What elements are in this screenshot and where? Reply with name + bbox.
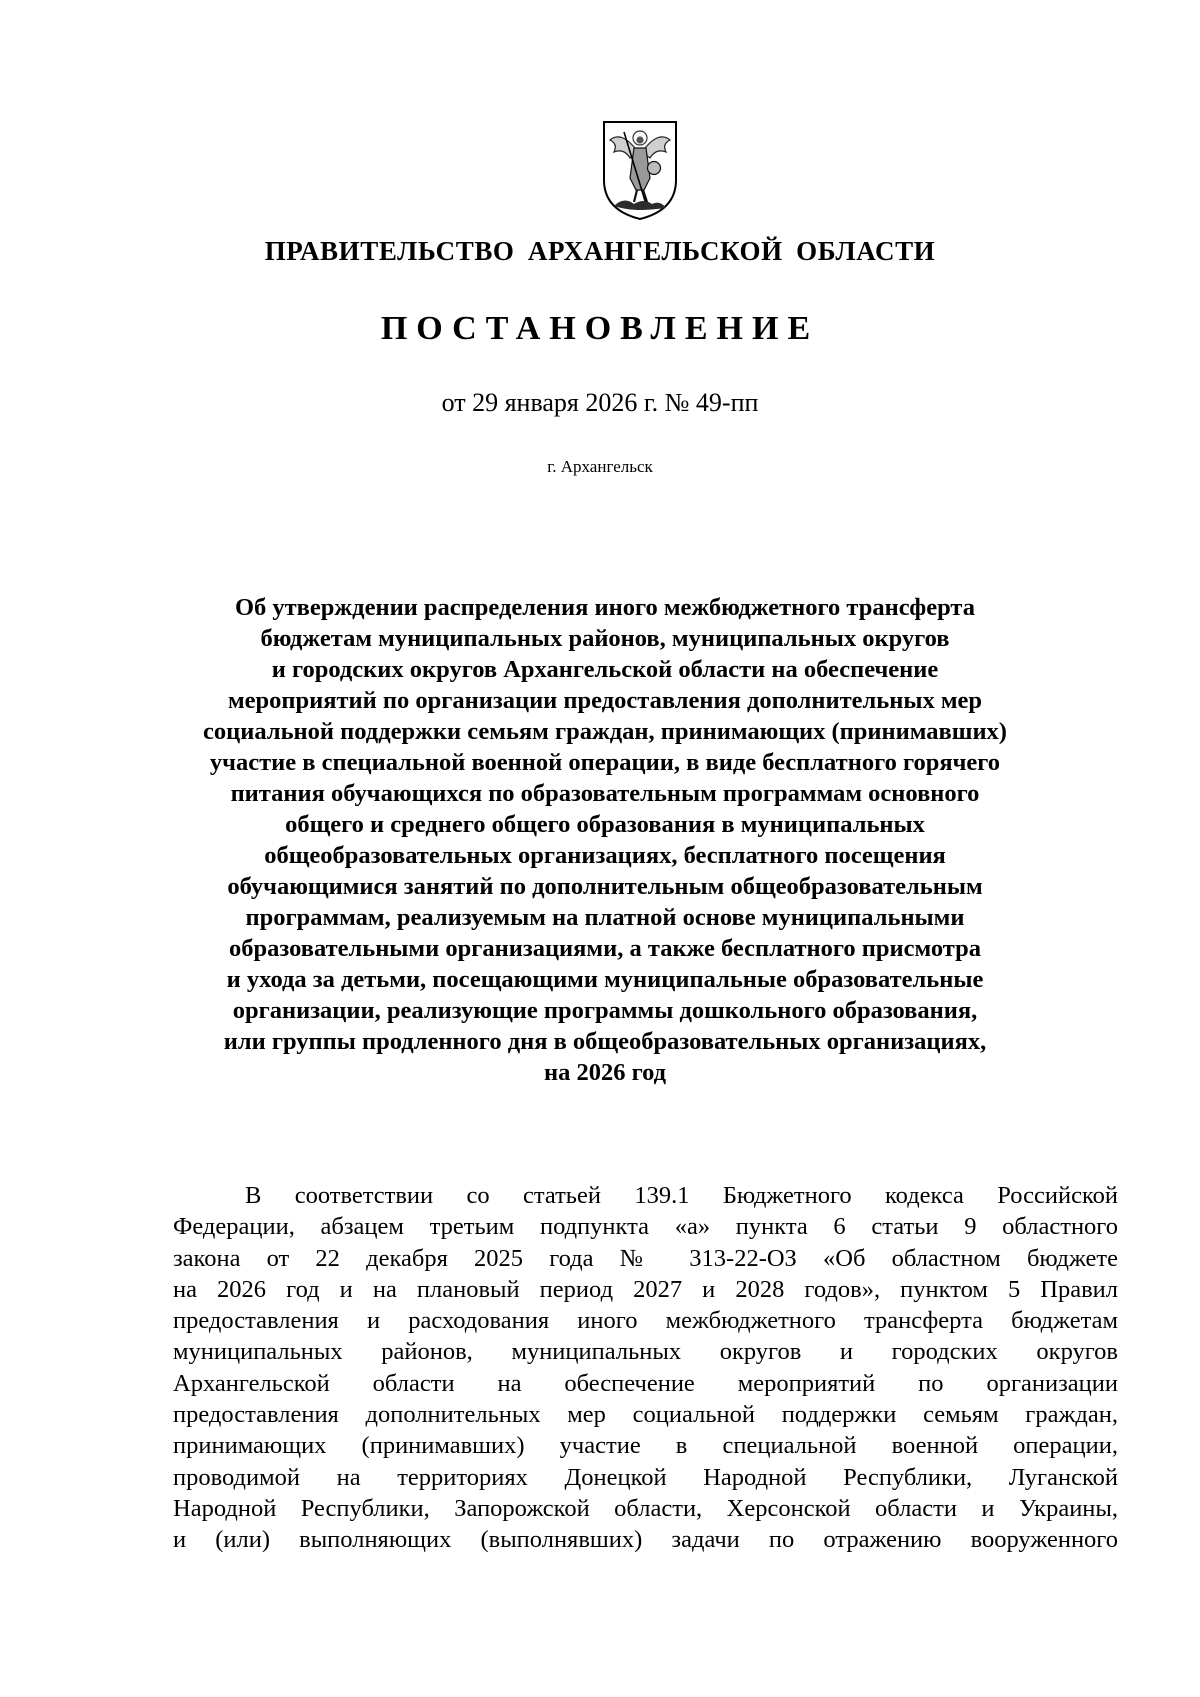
title-line: и городских округов Архангельской области на обеспечение: [271, 656, 939, 683]
body-line: принимающих (принимавших) участие в специальной военной операции,: [173, 1432, 1118, 1460]
title-line: организации, реализующие программы дошкольного образования,: [232, 997, 978, 1024]
document-body: [173, 1180, 1118, 1556]
title-line: социальной поддержки семьям граждан, принимающих (принимавших): [203, 718, 1007, 745]
title-line: образовательными организациями, а также бесплатного присмотра: [229, 935, 981, 962]
title-line: или группы продленного дня в общеобразовательных организациях,: [223, 1028, 987, 1055]
title-line: питания обучающихся по образовательным программам основного: [230, 780, 980, 807]
title-line: общеобразовательных организациях, бесплатного посещения: [264, 842, 946, 869]
body-line: Народной Республики, Запорожской области, Херсонской области и Украины,: [173, 1494, 1118, 1522]
body-line: Архангельской области на обеспечение мероприятий по организации: [173, 1369, 1118, 1397]
arkhangelsk-coat-of-arms-icon: [600, 118, 680, 222]
document-city: г. Архангельск: [547, 457, 653, 476]
body-line: В соответствии со статьей 139.1 Бюджетного кодекса Российской: [245, 1182, 1118, 1209]
title-line: бюджетам муниципальных районов, муниципальных округов: [260, 625, 950, 652]
title-line: мероприятий по организации предоставления дополнительных мер: [227, 687, 983, 714]
document-date-number: от 29 января 2026 г. № 49-пп: [441, 388, 759, 417]
body-line: Федерации, абзацем третьим подпункта «а» пункта 6 статьи 9 областного: [173, 1213, 1118, 1241]
document-type: ПОСТАНОВЛЕНИЕ: [380, 310, 820, 347]
title-line: участие в специальной военной операции, в виде бесплатного горячего: [209, 749, 1001, 776]
body-line: на 2026 год и на плановый период 2027 и 2028 годов», пунктом 5 Правил: [173, 1275, 1118, 1303]
document-title: [175, 592, 1035, 1088]
body-line: муниципальных районов, муниципальных округов и городских округов: [173, 1338, 1118, 1366]
body-line: и (или) выполняющих (выполнявших) задачи по отражению вооруженного: [173, 1526, 1118, 1554]
title-line: и ухода за детьми, посещающими муниципальные образовательные: [226, 966, 984, 993]
title-line: обучающимися занятий по дополнительным общеобразовательным: [227, 873, 983, 900]
body-line: предоставления и расходования иного межбюджетного трансферта бюджетам: [173, 1307, 1118, 1335]
title-line: программам, реализуемым на платной основе муниципальными: [245, 904, 965, 931]
title-line: Об утверждении распределения иного межбюджетного трансферта: [234, 594, 976, 621]
organization-name: ПРАВИТЕЛЬСТВО АРХАНГЕЛЬСКОЙ ОБЛАСТИ: [264, 236, 936, 266]
body-line: закона от 22 декабря 2025 года № 313-22-ОЗ «Об областном бюджете: [173, 1244, 1118, 1272]
title-line: на 2026 год: [543, 1059, 667, 1086]
body-line: предоставления дополнительных мер социальной поддержки семьям граждан,: [173, 1401, 1118, 1429]
body-line: проводимой на территориях Донецкой Народной Республики, Луганской: [173, 1463, 1118, 1491]
title-line: общего и среднего общего образования в муниципальных: [285, 811, 925, 838]
